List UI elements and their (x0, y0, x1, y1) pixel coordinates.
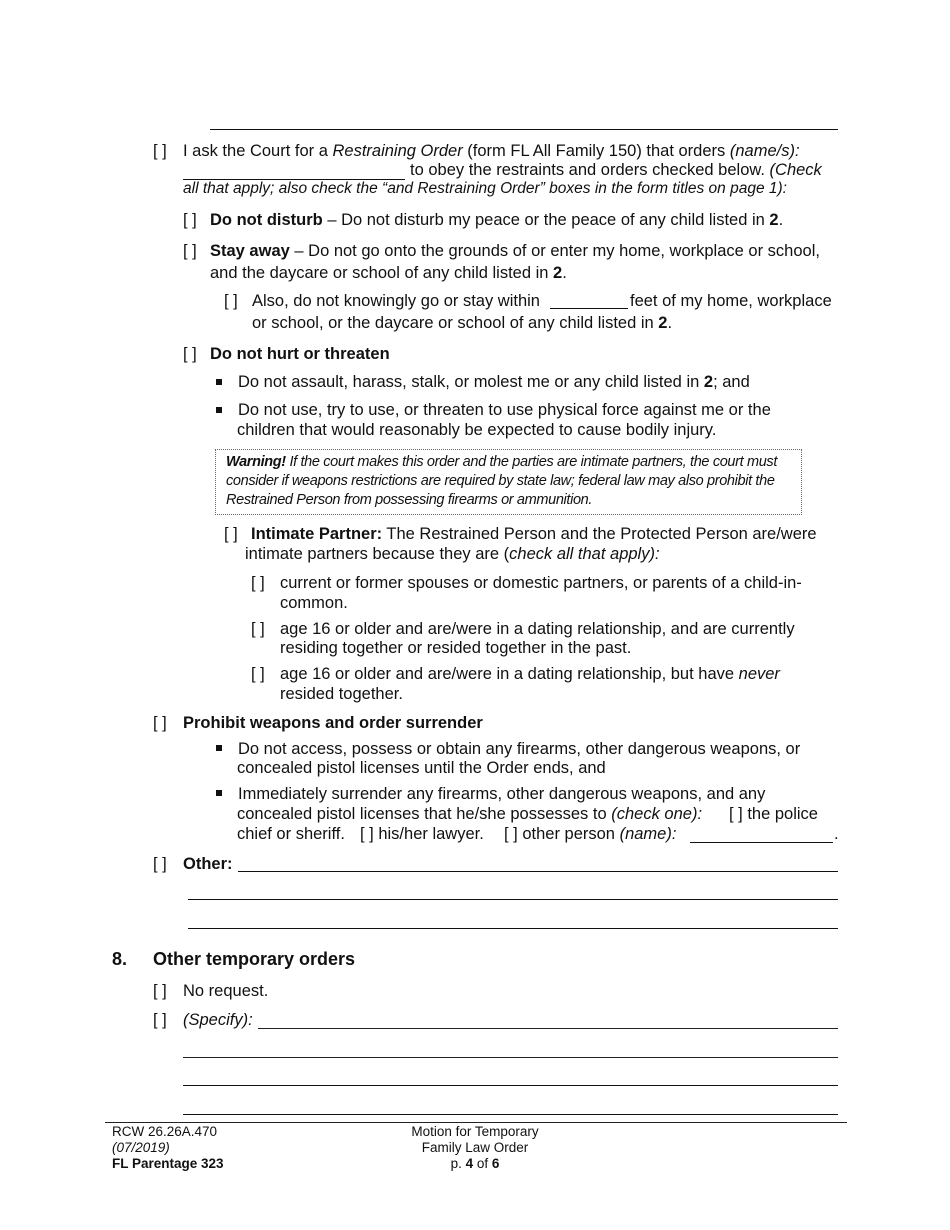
hurt-bullet2a: Do not use, try to use, or threaten to use physical force against me or the (238, 401, 771, 419)
section-8-number: 8. (112, 949, 128, 969)
weapons-bullet2b: concealed pistol licenses that he/she possesses to (check one): (237, 805, 703, 823)
stay-away-text: Stay away – Do not go onto the grounds of or enter my home, workplace or school, (210, 242, 820, 260)
other-label: Other: (183, 855, 233, 873)
intimate-opt3-checkbox[interactable]: [ ] (251, 665, 265, 683)
stay-away-line2: and the daycare or school of any child listed in 2. (210, 264, 567, 282)
specify-line-3[interactable] (183, 1085, 838, 1086)
warning-line3: Restrained Person from possessing firearms or ammunition. (226, 492, 593, 508)
specify-line-4[interactable] (183, 1114, 838, 1115)
section-8-title: Other temporary orders (153, 949, 356, 969)
bullet-icon (216, 745, 222, 751)
other-line-3[interactable] (188, 928, 838, 929)
specify-line-2[interactable] (183, 1057, 838, 1058)
bullet-icon (216, 407, 222, 413)
weapons-bullet2a: Immediately surrender any firearms, other dangerous weapons, and any (238, 785, 766, 803)
weapons-end: . (834, 825, 839, 843)
intimate-partner-text: Intimate Partner: The Restrained Person and the Protected Person are/were (251, 525, 817, 543)
weapons-line3: chief or sheriff. (237, 825, 345, 843)
hurt-bullet1: Do not assault, harass, stalk, or molest me or any child listed in 2; and (238, 373, 750, 391)
also-checkbox[interactable]: [ ] (224, 292, 238, 310)
footer-title-1: Motion for Temporary (411, 1124, 539, 1139)
warning-line1: Warning! If the court makes this order and the parties are intimate partners, the court must (226, 454, 777, 470)
no-request-label: No request. (183, 982, 269, 1000)
footer-rule (105, 1122, 847, 1123)
restraining-intro: I ask the Court for a Restraining Order (form FL All Family 150) that orders (name/s): (183, 142, 800, 160)
no-request-checkbox[interactable]: [ ] (153, 982, 167, 1000)
intimate-opt2b: residing together or resided together in the past. (280, 639, 632, 657)
intimate-partner-checkbox[interactable]: [ ] (224, 525, 238, 543)
stay-away-checkbox[interactable]: [ ] (183, 242, 197, 260)
intimate-opt2a: age 16 or older and are/were in a dating relationship, and are currently (280, 620, 795, 638)
footer-title-2: Family Law Order (421, 1140, 529, 1155)
restraining-line3: all that apply; also check the “and Restraining Order” boxes in the form titles on page 1): (183, 180, 787, 197)
other-person-name-line[interactable] (690, 842, 833, 843)
hurt-title: Do not hurt or threaten (210, 345, 390, 363)
do-not-disturb-checkbox[interactable]: [ ] (183, 211, 197, 229)
restraining-checkbox[interactable]: [ ] (153, 142, 167, 160)
intimate-partner-line2: intimate partners because they are (check all that apply): (245, 545, 660, 563)
also-text-b: feet of my home, workplace (630, 292, 832, 310)
do-not-disturb-text: Do not disturb – Do not disturb my peace or the peace of any child listed in 2. (210, 211, 784, 229)
weapons-title: Prohibit weapons and order surrender (183, 714, 483, 732)
specify-line-1[interactable] (258, 1028, 838, 1029)
hurt-bullet2b: children that would reasonably be expected to cause bodily injury. (237, 421, 717, 439)
intimate-opt1b: common. (280, 594, 348, 612)
other-line-1[interactable] (238, 871, 838, 872)
weapons-checkbox[interactable]: [ ] (153, 714, 167, 732)
footer-rcw: RCW 26.26A.470 (112, 1124, 218, 1139)
intimate-opt3a: age 16 or older and are/were in a dating relationship, but have never (280, 665, 780, 683)
weapons-bullet1b: concealed pistol licenses until the Order ends, and (237, 759, 606, 777)
top-rule (210, 129, 838, 130)
bullet-icon (216, 379, 222, 385)
footer-page-number: p. 4 of 6 (450, 1156, 500, 1171)
intimate-opt3b: resided together. (280, 685, 403, 703)
restraining-line2: to obey the restraints and orders checked below. (Check (410, 161, 822, 179)
intimate-opt2-checkbox[interactable]: [ ] (251, 620, 265, 638)
specify-checkbox[interactable]: [ ] (153, 1011, 167, 1029)
surrender-lawyer-option[interactable]: [ ] his/her lawyer. (360, 825, 484, 843)
surrender-police-option[interactable]: [ ] the police (729, 805, 818, 823)
bullet-icon (216, 790, 222, 796)
weapons-bullet1a: Do not access, possess or obtain any firearms, other dangerous weapons, or (238, 740, 801, 758)
footer-form-id: FL Parentage 323 (112, 1156, 224, 1171)
footer-date: (07/2019) (112, 1140, 170, 1155)
other-line-2[interactable] (188, 899, 838, 900)
surrender-other-option[interactable]: [ ] other person (name): (504, 825, 677, 843)
feet-distance-line[interactable] (550, 308, 628, 309)
warning-line2: consider if weapons restrictions are required by state law; federal law may also prohibit the (226, 473, 775, 489)
also-text-a: Also, do not knowingly go or stay within (252, 292, 540, 310)
intimate-opt1-checkbox[interactable]: [ ] (251, 574, 265, 592)
also-line2: or school, or the daycare or school of any child listed in 2. (252, 314, 673, 332)
intimate-opt1a: current or former spouses or domestic partners, or parents of a child-in- (280, 574, 802, 592)
specify-label: (Specify): (183, 1011, 253, 1029)
other-checkbox[interactable]: [ ] (153, 855, 167, 873)
hurt-checkbox[interactable]: [ ] (183, 345, 197, 363)
